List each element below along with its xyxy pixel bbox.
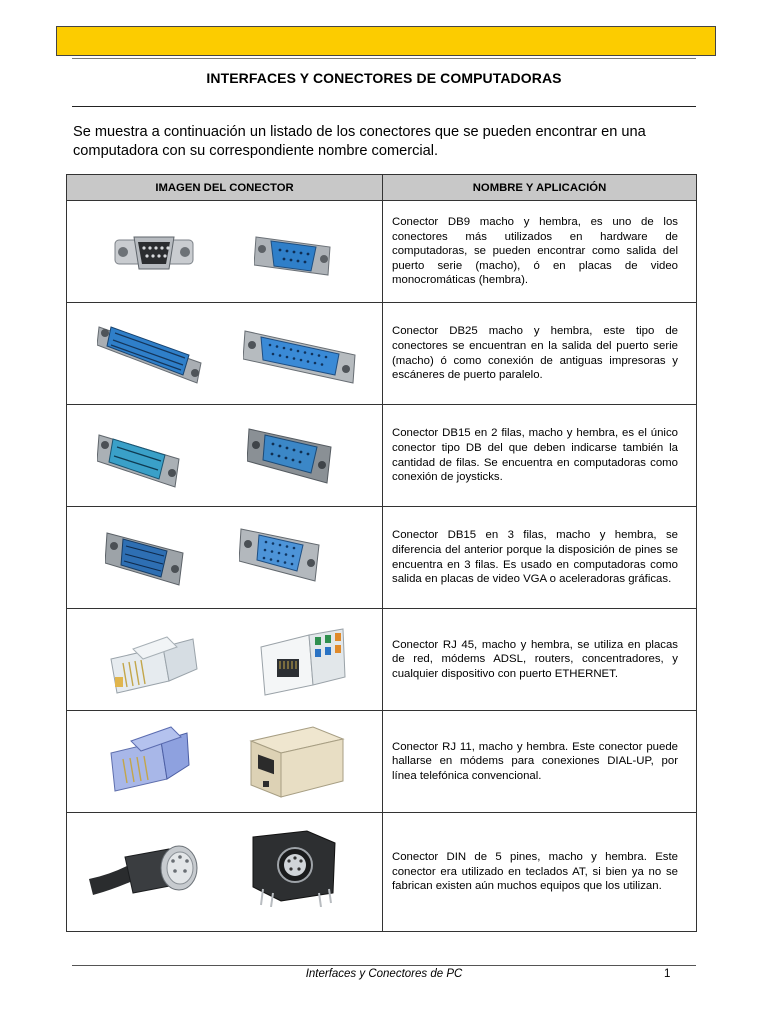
column-header-image: IMAGEN DEL CONECTOR bbox=[67, 175, 383, 201]
table-row bbox=[67, 201, 697, 303]
connector-image-cell bbox=[67, 609, 383, 711]
connector-image-cell bbox=[67, 405, 383, 507]
connector-description: Conector DB9 macho y hembra, es uno de los conectores más utilizados en hardware de computadoras, se pueden encontrar como salida del puerto serie (macho), ó en placas de video monocromáticas (hembra). bbox=[383, 201, 697, 303]
connector-image-cell bbox=[67, 711, 383, 813]
connector-description: Conector DB15 en 2 filas, macho y hembra, es el único conector tipo DB del que deben indicarse también la cantidad de filas. Se encuentra en computadoras como conexión de joysticks. bbox=[383, 405, 697, 507]
rj45-plug-image bbox=[107, 629, 199, 697]
header-banner bbox=[56, 26, 716, 56]
db15-3row-female-image bbox=[239, 525, 321, 583]
connector-description: Conector RJ 11, macho y hembra. Este conector puede hallarse en módems para conexiones DIAL-UP, por línea telefónica convencional. bbox=[383, 711, 697, 813]
table-row bbox=[67, 405, 697, 507]
db15-2row-male-image bbox=[97, 429, 181, 491]
db9-female-connector-image bbox=[254, 229, 332, 279]
rj45-jack-image bbox=[255, 623, 349, 697]
title-rule bbox=[72, 106, 696, 107]
db25-male-connector-image bbox=[97, 317, 203, 387]
table-header-row bbox=[67, 175, 697, 201]
connector-description: Conector DB15 en 3 filas, macho y hembra, se diferencia del anterior porque la disposición de pines se encuentra en 3 filas. Es usado en computadoras como salida en placas de video VGA o aceleradoras gráficas. bbox=[383, 507, 697, 609]
connector-image-cell bbox=[67, 201, 383, 303]
connector-image-cell bbox=[67, 303, 383, 405]
footer-rule bbox=[72, 965, 696, 966]
table-row bbox=[67, 507, 697, 609]
column-header-name: NOMBRE Y APLICACIÓN bbox=[383, 175, 697, 201]
rj11-coupler-image bbox=[243, 721, 347, 801]
din5-socket-image bbox=[247, 827, 339, 907]
table-row bbox=[67, 609, 697, 711]
connector-description: Conector RJ 45, macho y hembra, se utiliza en placas de red, módems ADSL, routers, concentradores, y cualquier dispositivo con puerto ETHERNET. bbox=[383, 609, 697, 711]
db15-3row-male-image bbox=[105, 529, 185, 587]
table-row bbox=[67, 813, 697, 932]
db25-female-connector-image bbox=[243, 327, 357, 385]
connectors-table bbox=[66, 174, 697, 932]
table-row bbox=[67, 303, 697, 405]
din5-plug-image bbox=[89, 835, 201, 901]
db15-2row-female-image bbox=[247, 425, 333, 487]
table-row bbox=[67, 711, 697, 813]
connector-image-cell bbox=[67, 507, 383, 609]
connector-description: Conector DIN de 5 pines, macho y hembra. Este conector era utilizado en teclados AT, si bien ya no se fabrican existen aún muchos equipos que los utilizan. bbox=[383, 813, 697, 932]
page-number: 1 bbox=[664, 968, 671, 980]
connector-image-cell bbox=[67, 813, 383, 932]
connector-description: Conector DB25 macho y hembra, este tipo de conectores se encuentran en la salida del puerto serie (macho) ó como conexión de antiguas impresoras y escáneres de puerto paralelo. bbox=[383, 303, 697, 405]
rj11-plug-image bbox=[107, 723, 191, 795]
page-title: INTERFACES Y CONECTORES DE COMPUTADORAS bbox=[206, 70, 562, 86]
footer-text: Interfaces y Conectores de PC bbox=[305, 968, 463, 980]
intro-paragraph: Se muestra a continuación un listado de los conectores que se pueden encontrar en una computadora con su correspondiente nombre comercial. bbox=[73, 124, 646, 159]
db9-male-connector-image bbox=[114, 231, 194, 273]
top-rule bbox=[72, 58, 696, 59]
